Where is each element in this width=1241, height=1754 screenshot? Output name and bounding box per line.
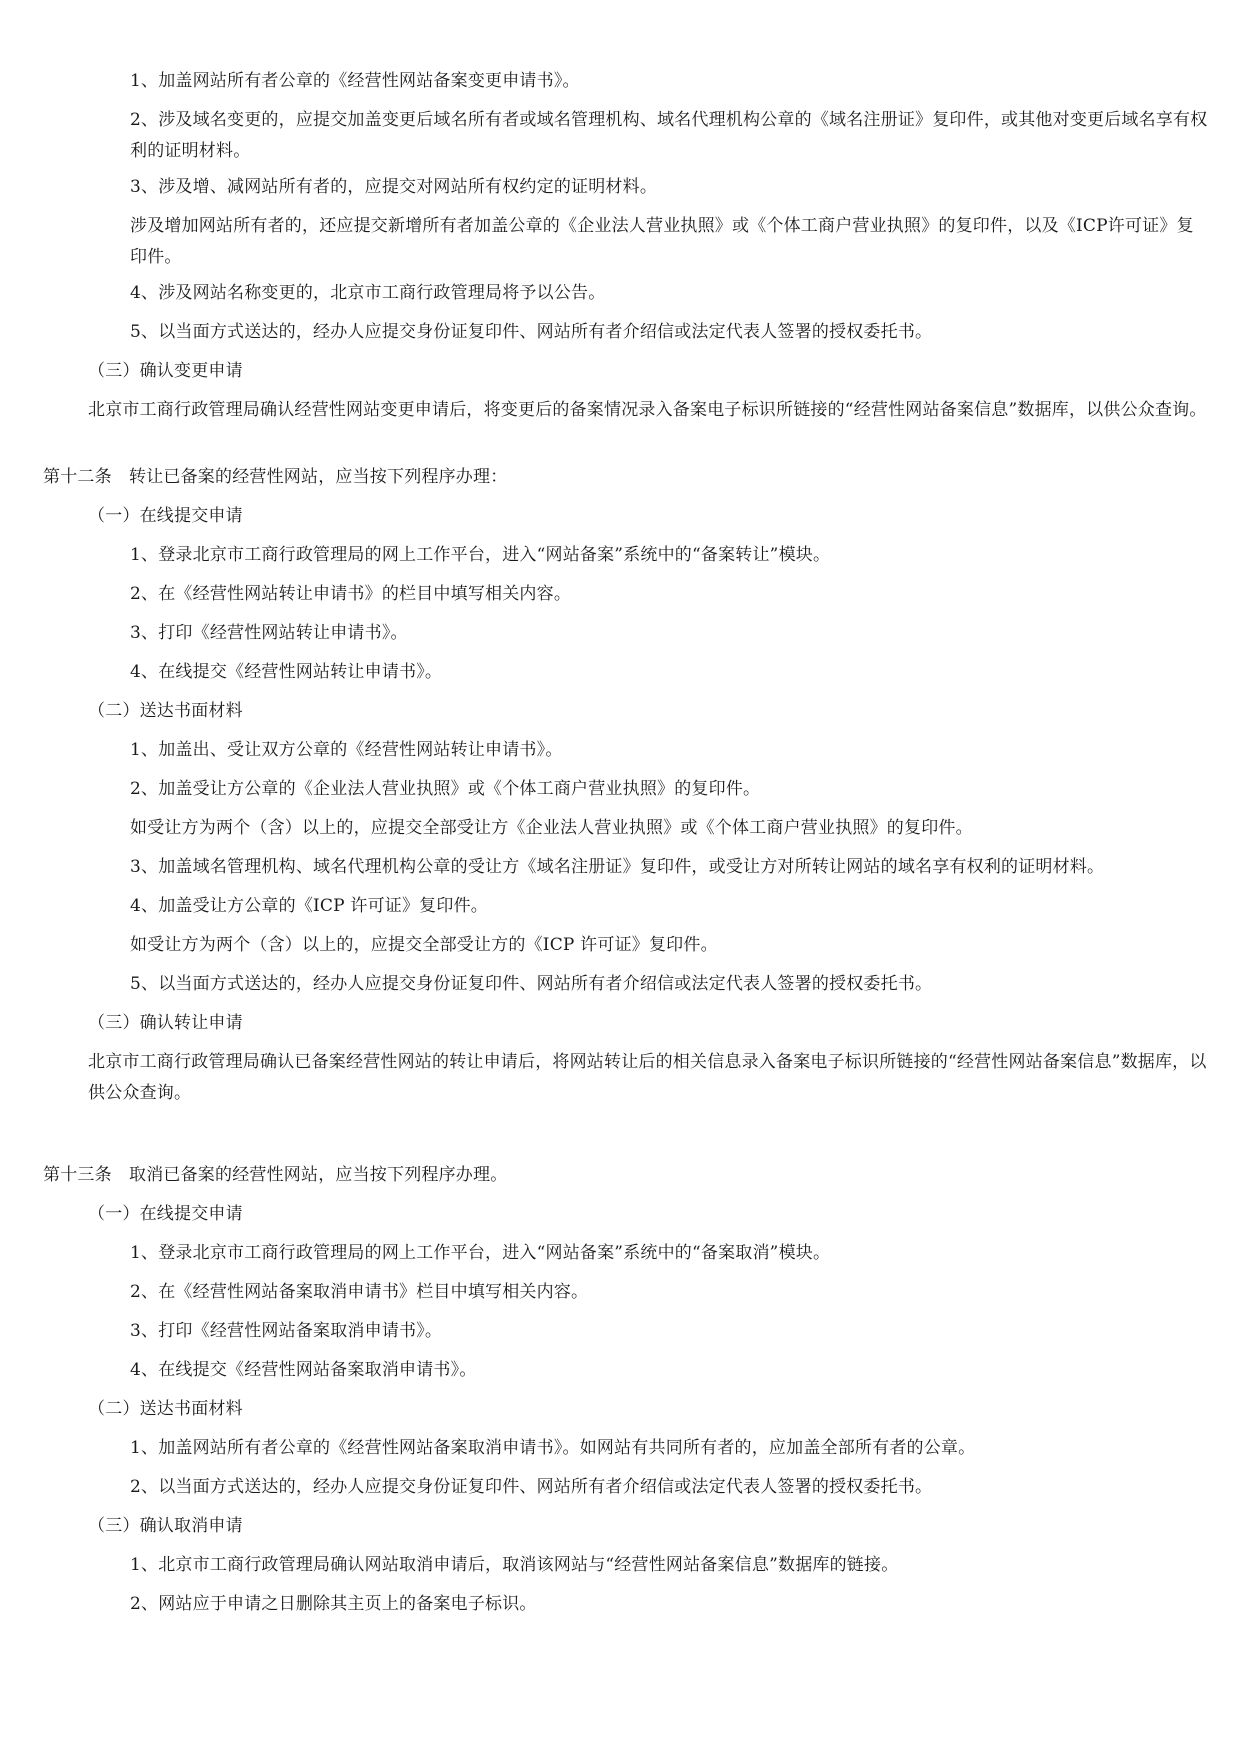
paragraph: 2、加盖受让方公章的《企业法人营业执照》或《个体工商户营业执照》的复印件。	[130, 779, 761, 799]
paragraph: 5、以当面方式送达的，经办人应提交身份证复印件、网站所有者介绍信或法定代表人签署的授权委托书。	[130, 974, 933, 994]
section-heading: （二）送达书面材料	[88, 701, 243, 721]
section-heading: （一）在线提交申请	[88, 506, 243, 526]
paragraph: 3、加盖域名管理机构、域名代理机构公章的受让方《域名注册证》复印件，或受让方对所转让网站的域名享有权利的证明材料。	[130, 857, 1105, 877]
paragraph: 1、北京市工商行政管理局确认网站取消申请后，取消该网站与“经营性网站备案信息”数据库的链接。	[130, 1555, 899, 1575]
article-heading: 第十二条 转让已备案的经营性网站，应当按下列程序办理：	[43, 467, 508, 487]
paragraph: 3、打印《经营性网站备案取消申请书》。	[130, 1321, 443, 1341]
section-heading: （三）确认取消申请	[88, 1516, 243, 1536]
section-heading: （二）送达书面材料	[88, 1399, 243, 1419]
paragraph: 3、涉及增、减网站所有者的，应提交对网站所有权约定的证明材料。	[130, 177, 658, 197]
paragraph: 2、涉及域名变更的，应提交加盖变更后域名所有者或域名管理机构、域名代理机构公章的《域名注册证》复印件，或其他对变更后域名享有权利的证明材料。	[130, 110, 1208, 161]
paragraph: 2、网站应于申请之日删除其主页上的备案电子标识。	[130, 1594, 537, 1614]
paragraph: 1、加盖网站所有者公章的《经营性网站备案取消申请书》。如网站有共同所有者的，应加盖全部所有者的公章。	[130, 1438, 976, 1458]
paragraph: 北京市工商行政管理局确认已备案经营性网站的转让申请后，将网站转让后的相关信息录入备案电子标识所链接的“经营性网站备案信息”数据库，以供公众查询。	[88, 1052, 1207, 1103]
paragraph: 4、在线提交《经营性网站转让申请书》。	[130, 662, 443, 682]
paragraph: 如受让方为两个（含）以上的，应提交全部受让方的《ICP 许可证》复印件。	[130, 935, 718, 955]
paragraph: 1、加盖网站所有者公章的《经营性网站备案变更申请书》。	[130, 71, 580, 91]
paragraph: 2、在《经营性网站备案取消申请书》栏目中填写相关内容。	[130, 1282, 589, 1302]
paragraph: 4、涉及网站名称变更的，北京市工商行政管理局将予以公告。	[130, 283, 606, 303]
paragraph: 北京市工商行政管理局确认经营性网站变更申请后，将变更后的备案情况录入备案电子标识所链接的“经营性网站备案信息”数据库，以供公众查询。	[88, 400, 1207, 420]
paragraph: 1、登录北京市工商行政管理局的网上工作平台，进入“网站备案”系统中的“备案转让”模块。	[130, 545, 831, 565]
paragraph: 3、打印《经营性网站转让申请书》。	[130, 623, 408, 643]
paragraph: 5、以当面方式送达的，经办人应提交身份证复印件、网站所有者介绍信或法定代表人签署的授权委托书。	[130, 322, 933, 342]
paragraph: 如受让方为两个（含）以上的，应提交全部受让方《企业法人营业执照》或《个体工商户营业执照》的复印件。	[130, 818, 973, 838]
paragraph: 4、在线提交《经营性网站备案取消申请书》。	[130, 1360, 477, 1380]
paragraph: 2、以当面方式送达的，经办人应提交身份证复印件、网站所有者介绍信或法定代表人签署的授权委托书。	[130, 1477, 933, 1497]
paragraph: 2、在《经营性网站转让申请书》的栏目中填写相关内容。	[130, 584, 572, 604]
paragraph: 4、加盖受让方公章的《ICP 许可证》复印件。	[130, 896, 488, 916]
paragraph: 涉及增加网站所有者的，还应提交新增所有者加盖公章的《企业法人营业执照》或《个体工商户营业执照》的复印件，以及《ICP许可证》复印件。	[130, 216, 1194, 267]
paragraph: 1、加盖出、受让双方公章的《经营性网站转让申请书》。	[130, 740, 563, 760]
section-heading: （一）在线提交申请	[88, 1204, 243, 1224]
paragraph: 1、登录北京市工商行政管理局的网上工作平台，进入“网站备案”系统中的“备案取消”模块。	[130, 1243, 831, 1263]
section-heading: （三）确认变更申请	[88, 361, 243, 381]
section-heading: （三）确认转让申请	[88, 1013, 243, 1033]
article-heading: 第十三条 取消已备案的经营性网站，应当按下列程序办理。	[43, 1165, 508, 1185]
